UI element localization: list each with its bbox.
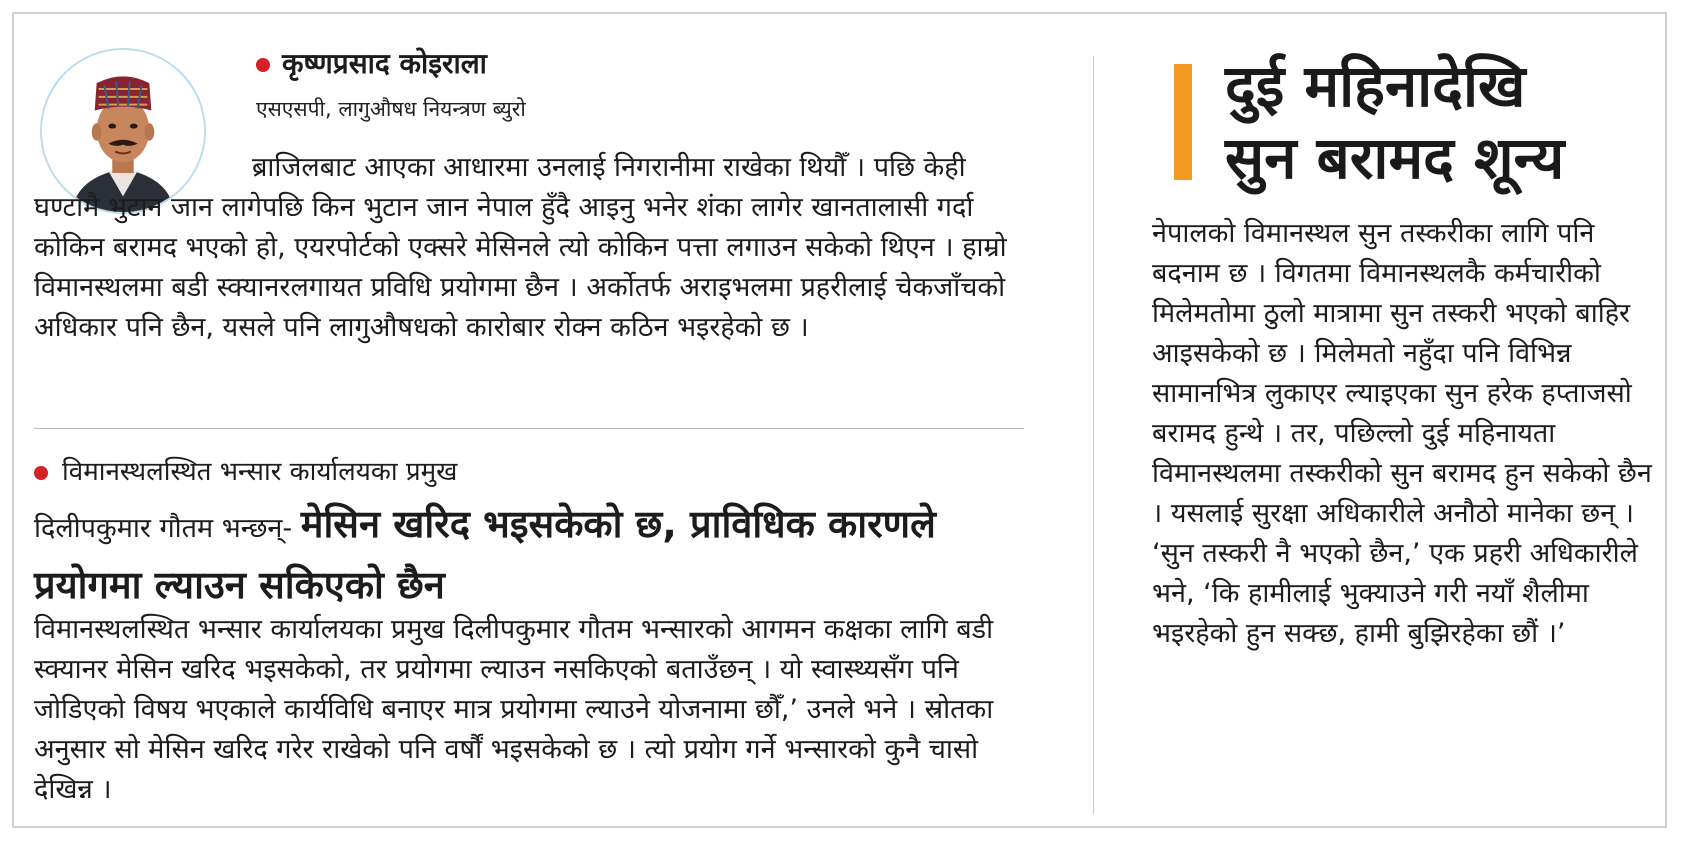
article-headline [1225, 50, 1564, 194]
red-bullet-icon [34, 466, 48, 480]
author-name: कृष्णप्रसाद कोइराला [282, 47, 487, 80]
quote-heading-line [34, 452, 457, 488]
paragraph-gold-smuggling: नेपालको विमानस्थल सुन तस्करीका लागि पनि बदनाम छ । विगतमा विमानस्थलकै कर्मचारीको मिलेमतोमा ठुलो मात्रामा सुन तस्करी भएको बाहिर आइसकेको छ । मिलेमतो नहुँदा पनि विभिन्न सामानभित्र लुकाएर ल्याइएका सुन हरेक हप्ताजसो बरामद हुन्थे । तर, पछिल्लो दुई महिनायता विमानस्थलमा तस्करीको सुन बरामद हुन सकेको छैन । यसलाई सुरक्षा अधिकारीले अनौठो मानेका छन् । ‘सुन तस्करी नै भएको छैन,’ एक प्रहरी अधिकारीले भने, ‘कि हामीलाई भुक्याउने गरी नयाँ शैलीमा भइरहेको हुन सक्छ, हामी बुझिरहेका छौं ।’ [1152, 218, 1652, 649]
paragraph-customs-scanner: विमानस्थलस्थित भन्सार कार्यालयका प्रमुख दिलीपकुमार गौतम भन्सारको आगमन कक्षका लागि बडी स्क्यानर मेसिन खरिद भइसकेको, तर प्रयोगमा ल्याउन नसकिएको बताउँछन् । यो स्वास्थ्यसँग पनि जोडिएको विषय भएकाले कार्यविधि बनाएर मात्र प्रयोगमा ल्याउने योजनामा छौँ,’ उनले भने । स्रोतका अनुसार सो मेसिन खरिद गरेर राखेको पनि वर्षौं भइसकेको छ । त्यो प्रयोग गर्ने भन्सारको कुनै चासो देखिन्न । [34, 614, 994, 805]
quote-speaker: दिलीपकुमार गौतम भन्छन्- [34, 513, 293, 544]
paragraph-brazil-cocaine: ब्राजिलबाट आएका आधारमा उनलाई निगरानीमा राखेका थियौँ । पछि केही घण्टामै भुटान जान लागेपछि किन भुटान जान नेपाल हुँदै आइनु भनेर शंका लागेर खानतालासी गर्दा कोकिन बरामद भएको हो, एयरपोर्टको एक्सरे मेसिनले त्यो कोकिन पत्ता लगाउन सकेको थिएन । हाम्रो विमानस्थलमा बडी स्क्यानरलगायत प्रविधि प्रयोगमा छैन । अर्कोतर्फ अराइभलमा प्रहरीलाई चेकजाँचको अधिकार पनि छैन, यसले पनि लागुऔषधको कारोबार रोक्न कठिन भइरहेको छ । [34, 152, 1007, 343]
headline-accent-bar [1174, 64, 1192, 180]
column-divider [1093, 56, 1094, 814]
headline-line-1: दुई महिनादेखि [1225, 52, 1526, 120]
red-bullet-icon [256, 58, 270, 72]
author-role: एसएसपी, लागुऔषध नियन्त्रण ब्युरो [256, 97, 526, 121]
quote-title: मेसिन खरिद भइसकेको छ, प्राविधिक कारणले प्रयोगमा ल्याउन सकिएको छैन [34, 502, 936, 607]
quote-heading: विमानस्थलस्थित भन्सार कार्यालयका प्रमुख [62, 457, 458, 487]
section-divider [34, 428, 1024, 429]
author-name-line [256, 44, 487, 82]
quote-line [34, 496, 1034, 618]
headline-line-2: सुन बरामद शून्य [1225, 124, 1565, 192]
